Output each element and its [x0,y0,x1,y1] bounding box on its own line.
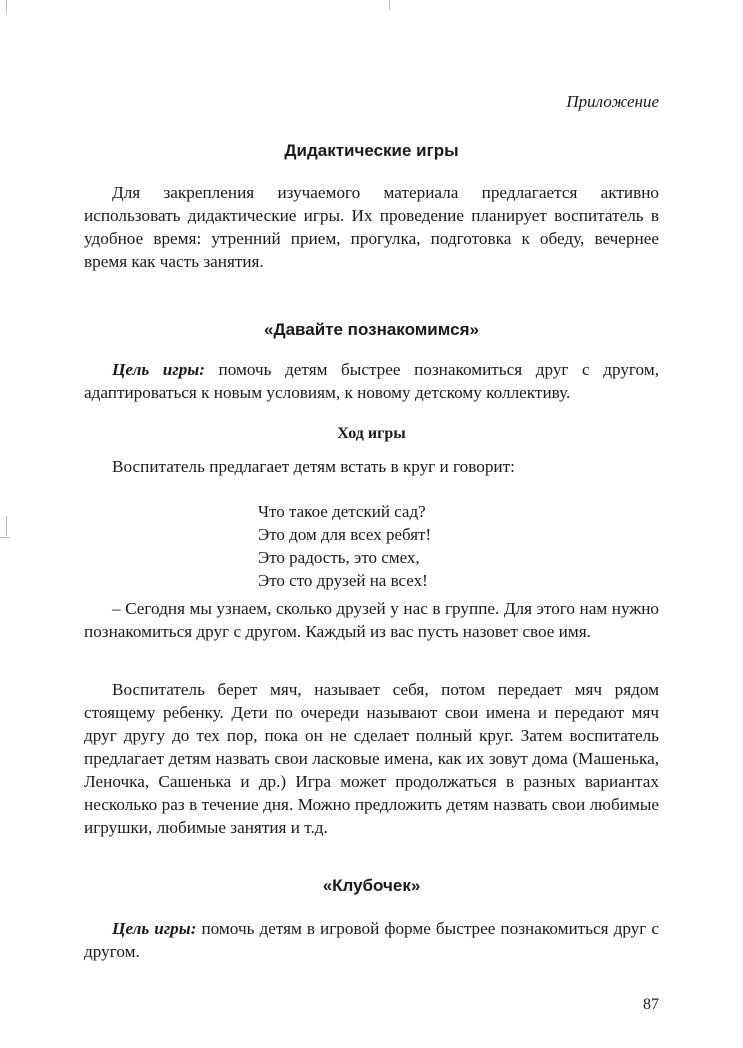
crop-mark [6,0,7,14]
crop-mark [0,537,10,538]
poem-line: Это дом для всех ребят! [258,525,432,544]
poem [258,500,431,592]
poem-line: Это сто друзей на всех! [258,571,428,590]
game2-goal [84,917,659,963]
poem-line: Что такое детский сад? [258,502,426,521]
game1-goal [84,358,659,404]
running-header: Приложение [566,92,659,111]
game1-goal-text: помочь детям быстрее познакомиться друг с другом, адаптироваться к новым условиям, к новому детскому коллективу. [84,360,659,402]
poem-line: Это радость, это смех, [258,548,420,567]
game2-goal-label: Цель игры: [112,919,197,938]
crop-mark [389,0,390,10]
game1-speech: – Сегодня мы узнаем, сколько друзей у нас в группе. Для этого нам нужно познакомиться друг с другом. Каждый из вас пусть назовет свое имя. [84,599,659,641]
game1-description: Воспитатель берет мяч, называет себя, потом передает мяч рядом стоящему ребенку. Дети по очереди называют свои имена и передают мяч друг другу до тех пор, пока он не сделает полный круг. Затем воспитатель предлагает детям назвать свои ласковые имена, как их зовут дома (Машенька, Леночка, Сашенька и др.) Игра может продолжаться в разных вариантах несколько раз в течение дня. Можно предложить детям назвать свои любимые игрушки, любимые занятия и т.д. [84,680,659,837]
game1-procedure-intro: Воспитатель предлагает детям встать в круг и говорит: [112,457,515,476]
game2-goal-text: помочь детям в игровой форме быстрее познакомиться друг с другом. [84,919,659,961]
game1-title: «Давайте познакомимся» [264,320,479,339]
game1-procedure-title: Ход игры [337,425,406,442]
game1-goal-label: Цель игры: [112,360,205,379]
intro-paragraph: Для закрепления изучаемого материала предлагается активно использовать дидактические игры. Их проведение планирует воспитатель в удобное время: утренний прием, прогулка, подготовка к обеду, вечернее время как часть занятия. [84,183,659,271]
page-number: 87 [643,996,659,1013]
section-title: Дидактические игры [284,141,459,160]
crop-mark [6,516,7,536]
game2-title: «Клубочек» [322,876,421,895]
